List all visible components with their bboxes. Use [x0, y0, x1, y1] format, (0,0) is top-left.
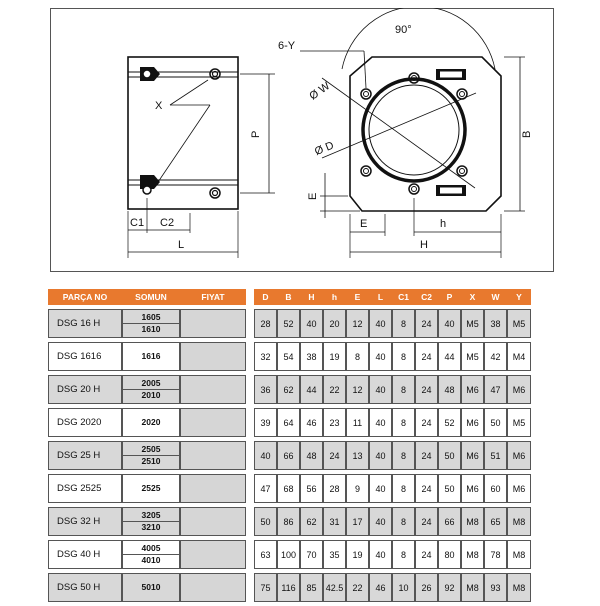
label-x: X: [155, 100, 163, 112]
dim-cell: 48: [300, 441, 323, 470]
dim-cell: M6: [507, 441, 531, 470]
dim-cell: 35: [323, 540, 346, 569]
dim-cell: 54: [277, 342, 300, 371]
dim-cell: 66: [277, 441, 300, 470]
dim-cell: 50: [484, 408, 507, 437]
dim-cell: M8: [507, 573, 531, 602]
header-part-no: PARÇA NO: [48, 289, 122, 305]
fiyat-cell: [180, 441, 246, 470]
dim-cell: 22: [346, 573, 369, 602]
part-table: [48, 285, 246, 606]
dim-cell: 62: [277, 375, 300, 404]
dim-cell: 24: [415, 342, 438, 371]
dim-cell: 40: [369, 408, 392, 437]
dim-cell: 46: [300, 408, 323, 437]
label-e-vertical: E: [307, 192, 319, 200]
somun-value: 5010: [141, 582, 161, 592]
table-row: [254, 474, 531, 503]
dim-cell: M6: [461, 375, 484, 404]
dim-cell: 24: [415, 540, 438, 569]
label-six-y: 6-Y: [278, 40, 296, 52]
fiyat-cell: [180, 408, 246, 437]
dim-cell: 42.5: [323, 573, 346, 602]
table-row: [48, 375, 246, 404]
dim-cell: 9: [346, 474, 369, 503]
dimension-table-header: [254, 289, 531, 305]
header-dim: B: [277, 289, 300, 305]
part-no-cell: DSG 50 H: [48, 573, 122, 602]
dim-cell: 80: [438, 540, 461, 569]
dim-cell: 63: [254, 540, 277, 569]
somun-value: 3205: [141, 510, 161, 520]
fiyat-cell: [180, 309, 246, 338]
dim-cell: 36: [254, 375, 277, 404]
somun-value: 4010: [123, 554, 179, 566]
dim-cell: 39: [254, 408, 277, 437]
dim-cell: 8: [392, 507, 415, 536]
dim-cell: 24: [415, 441, 438, 470]
header-fiyat: FIYAT: [180, 289, 246, 305]
dim-cell: 19: [323, 342, 346, 371]
dim-cell: M6: [507, 375, 531, 404]
dim-cell: 40: [369, 441, 392, 470]
dim-cell: 24: [415, 309, 438, 338]
somun-cell: [122, 573, 180, 602]
dim-cell: 12: [346, 309, 369, 338]
dim-cell: M6: [461, 441, 484, 470]
dim-cell: 86: [277, 507, 300, 536]
dim-cell: M5: [461, 309, 484, 338]
table-row: [254, 375, 531, 404]
table-row: [48, 441, 246, 470]
somun-cell: [122, 507, 180, 536]
dim-cell: 60: [484, 474, 507, 503]
dim-cell: M8: [461, 573, 484, 602]
dim-cell: 8: [392, 342, 415, 371]
header-dim: X: [461, 289, 484, 305]
dim-cell: 8: [392, 474, 415, 503]
dim-cell: 50: [438, 474, 461, 503]
dim-cell: 66: [438, 507, 461, 536]
dim-cell: M5: [507, 408, 531, 437]
fiyat-cell: [180, 342, 246, 371]
dim-cell: 116: [277, 573, 300, 602]
somun-cell: [122, 408, 180, 437]
dim-cell: 22: [323, 375, 346, 404]
somun-value: 1605: [141, 312, 161, 322]
dim-cell: 42: [484, 342, 507, 371]
dim-cell: 78: [484, 540, 507, 569]
header-dim: Y: [507, 289, 531, 305]
dim-cell: M6: [461, 474, 484, 503]
somun-value: 2010: [123, 389, 179, 401]
somun-value: 3210: [123, 521, 179, 533]
dim-cell: 11: [346, 408, 369, 437]
dim-cell: 44: [438, 342, 461, 371]
dim-cell: M5: [461, 342, 484, 371]
somun-value: 1610: [123, 323, 179, 335]
table-row: [48, 309, 246, 338]
dim-cell: 40: [369, 375, 392, 404]
dim-cell: 70: [300, 540, 323, 569]
technical-drawing: [50, 8, 554, 272]
dim-cell: 40: [369, 474, 392, 503]
dim-cell: M8: [507, 540, 531, 569]
header-dim: L: [369, 289, 392, 305]
fiyat-cell: [180, 507, 246, 536]
table-row: [254, 309, 531, 338]
table-row: [48, 342, 246, 371]
dim-cell: 38: [484, 309, 507, 338]
dim-cell: M4: [507, 342, 531, 371]
fiyat-cell: [180, 573, 246, 602]
table-row: [254, 408, 531, 437]
dim-cell: 48: [438, 375, 461, 404]
fiyat-cell: [180, 375, 246, 404]
part-table-body: [48, 309, 246, 602]
part-no-cell: DSG 16 H: [48, 309, 122, 338]
part-table-header: [48, 289, 246, 305]
dim-cell: 8: [392, 309, 415, 338]
fiyat-cell: [180, 540, 246, 569]
part-no-cell: DSG 32 H: [48, 507, 122, 536]
dim-cell: 75: [254, 573, 277, 602]
dim-cell: 28: [323, 474, 346, 503]
label-p: P: [250, 130, 262, 138]
dim-cell: M8: [461, 540, 484, 569]
somun-value: 2020: [141, 417, 161, 427]
dim-cell: 40: [369, 309, 392, 338]
label-l: L: [178, 239, 185, 251]
dim-cell: 52: [438, 408, 461, 437]
label-c2: C2: [160, 217, 175, 229]
somun-value: 2005: [141, 378, 161, 388]
somun-cell: [122, 375, 180, 404]
dim-cell: 8: [392, 408, 415, 437]
header-somun: SOMUN: [122, 289, 180, 305]
dim-cell: 32: [254, 342, 277, 371]
label-c1: C1: [130, 217, 145, 229]
dim-cell: 12: [346, 375, 369, 404]
dim-cell: M8: [461, 507, 484, 536]
table-row: [48, 540, 246, 569]
table-row: [48, 507, 246, 536]
somun-value: 2510: [123, 455, 179, 467]
somun-value: 1616: [141, 351, 161, 361]
label-h-small: h: [440, 218, 447, 230]
dim-cell: 62: [300, 507, 323, 536]
table-row: [254, 342, 531, 371]
header-dim: H: [300, 289, 323, 305]
dim-cell: 65: [484, 507, 507, 536]
somun-value: 2505: [141, 444, 161, 454]
dim-cell: M8: [507, 507, 531, 536]
dim-cell: 52: [277, 309, 300, 338]
dim-cell: 10: [392, 573, 415, 602]
table-row: [48, 573, 246, 602]
dim-cell: 8: [392, 441, 415, 470]
header-dim: E: [346, 289, 369, 305]
dim-cell: 8: [392, 540, 415, 569]
part-no-cell: DSG 1616: [48, 342, 122, 371]
somun-value: 4005: [141, 543, 161, 553]
dim-cell: 68: [277, 474, 300, 503]
dim-cell: 17: [346, 507, 369, 536]
dim-cell: 50: [254, 507, 277, 536]
dim-cell: 56: [300, 474, 323, 503]
dim-cell: 24: [415, 375, 438, 404]
dim-cell: 38: [300, 342, 323, 371]
dim-cell: M5: [507, 309, 531, 338]
dim-cell: 13: [346, 441, 369, 470]
fiyat-cell: [180, 474, 246, 503]
part-no-cell: DSG 40 H: [48, 540, 122, 569]
label-h-big: H: [420, 239, 428, 251]
table-row: [254, 540, 531, 569]
dim-cell: 93: [484, 573, 507, 602]
dim-cell: 8: [346, 342, 369, 371]
dim-cell: 20: [323, 309, 346, 338]
dim-cell: 40: [369, 507, 392, 536]
table-row: [48, 474, 246, 503]
part-no-cell: DSG 25 H: [48, 441, 122, 470]
dim-cell: 50: [438, 441, 461, 470]
dim-cell: M6: [461, 408, 484, 437]
somun-cell: [122, 309, 180, 338]
dim-cell: 19: [346, 540, 369, 569]
dim-cell: 40: [254, 441, 277, 470]
dim-cell: 40: [369, 540, 392, 569]
side-hole-bottom-left: [143, 186, 151, 194]
dimension-table: [254, 285, 531, 606]
dim-cell: 64: [277, 408, 300, 437]
header-dim: C1: [392, 289, 415, 305]
dim-cell: 47: [484, 375, 507, 404]
dim-cell: 24: [415, 474, 438, 503]
table-row: [254, 573, 531, 602]
header-dim: C2: [415, 289, 438, 305]
header-dim: W: [484, 289, 507, 305]
table-row: [48, 408, 246, 437]
somun-value: 2525: [141, 483, 161, 493]
dim-cell: 85: [300, 573, 323, 602]
somun-cell: [122, 441, 180, 470]
header-dim: D: [254, 289, 277, 305]
dim-cell: M6: [507, 474, 531, 503]
dim-cell: 28: [254, 309, 277, 338]
dim-cell: 31: [323, 507, 346, 536]
dim-cell: 47: [254, 474, 277, 503]
table-row: [254, 507, 531, 536]
label-e-horizontal: E: [360, 218, 368, 230]
dimension-table-body: [254, 309, 531, 602]
dim-cell: 92: [438, 573, 461, 602]
header-dim: h: [323, 289, 346, 305]
label-w: Ø W: [307, 80, 333, 103]
dim-cell: 26: [415, 573, 438, 602]
dim-cell: 8: [392, 375, 415, 404]
header-dim: P: [438, 289, 461, 305]
dim-cell: 24: [415, 408, 438, 437]
dim-cell: 40: [438, 309, 461, 338]
side-hole-top-left: [143, 70, 151, 78]
dim-cell: 100: [277, 540, 300, 569]
part-no-cell: DSG 2020: [48, 408, 122, 437]
dim-cell: 40: [300, 309, 323, 338]
table-row: [254, 441, 531, 470]
somun-cell: [122, 342, 180, 371]
part-no-cell: DSG 20 H: [48, 375, 122, 404]
label-b: B: [521, 130, 533, 138]
dim-cell: 40: [369, 342, 392, 371]
dim-cell: 24: [415, 507, 438, 536]
dim-cell: 51: [484, 441, 507, 470]
dim-cell: 24: [323, 441, 346, 470]
part-no-cell: DSG 2525: [48, 474, 122, 503]
dim-cell: 23: [323, 408, 346, 437]
somun-cell: [122, 540, 180, 569]
label-angle: 90°: [395, 24, 412, 36]
label-d: Ø D: [313, 139, 336, 158]
somun-cell: [122, 474, 180, 503]
dim-cell: 44: [300, 375, 323, 404]
dim-cell: 46: [369, 573, 392, 602]
